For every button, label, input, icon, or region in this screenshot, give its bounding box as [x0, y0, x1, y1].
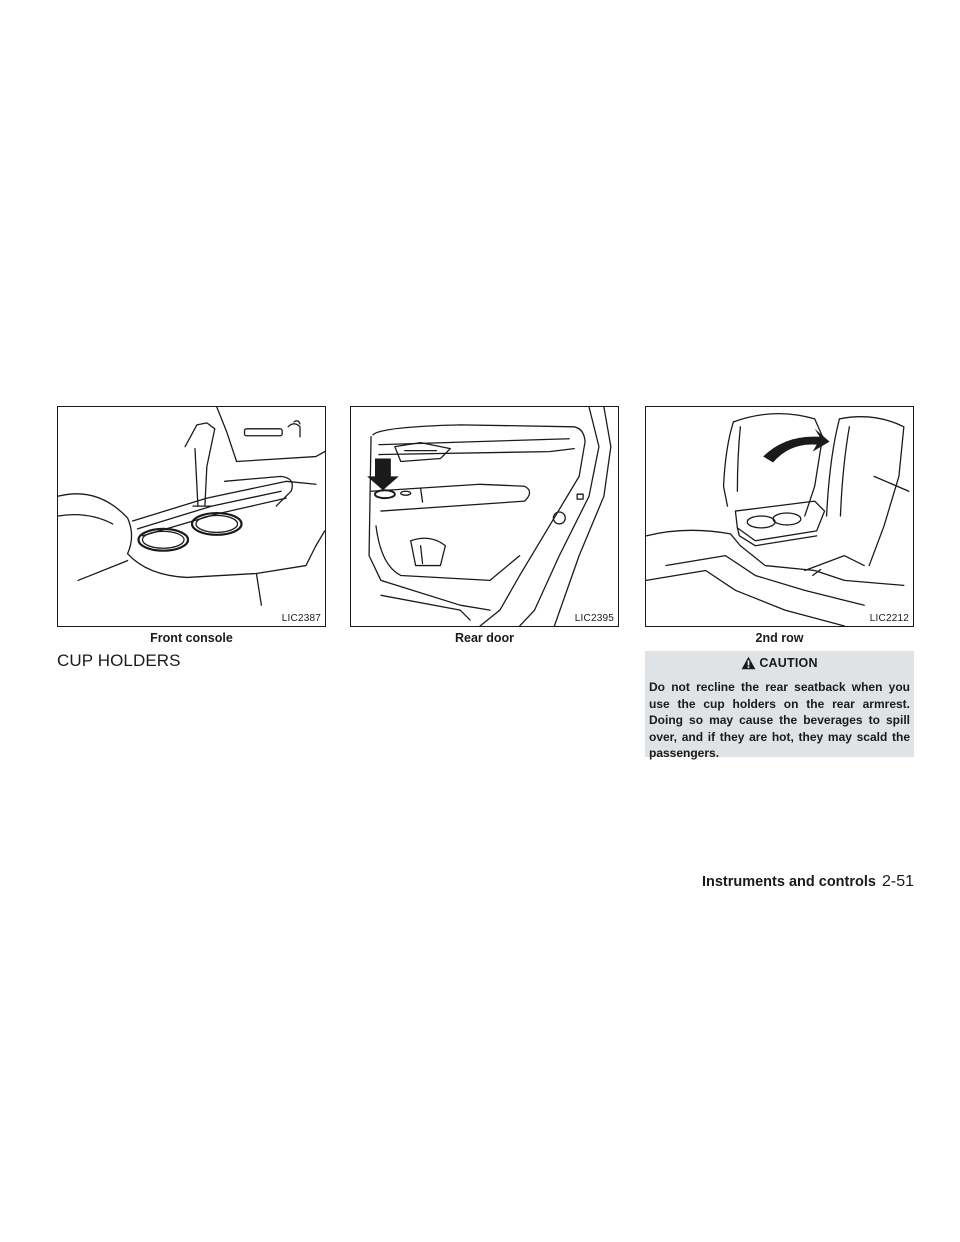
page-number: 2-51 — [881, 873, 914, 890]
figure-code: LIC2387 — [281, 613, 321, 624]
section-title: CUP HOLDERS — [57, 651, 181, 670]
figure-front-console — [57, 406, 326, 627]
front-console-illustration — [58, 407, 325, 626]
caution-text: Do not recline the rear seatback when you use the cup holders on the rear armrest. Doing so may cause the beverages to spill over, and if they are hot, they may scald the passengers. — [649, 680, 910, 760]
caution-heading: CAUTION — [759, 656, 818, 670]
figure-caption: Rear door — [454, 631, 515, 645]
caution-box — [645, 651, 914, 760]
figure-rear-door — [350, 406, 619, 627]
figure-code: LIC2395 — [574, 613, 614, 624]
footer-section-title: Instruments and controls — [701, 874, 876, 890]
caution-header — [645, 651, 914, 675]
page-footer — [702, 873, 914, 891]
figure-code: LIC2212 — [869, 613, 909, 624]
rear-door-illustration — [351, 407, 618, 626]
figure-2nd-row — [645, 406, 914, 627]
warning-icon — [741, 656, 756, 670]
figure-caption: Front console — [150, 631, 233, 645]
second-row-illustration — [646, 407, 913, 626]
figure-caption: 2nd row — [755, 631, 804, 645]
